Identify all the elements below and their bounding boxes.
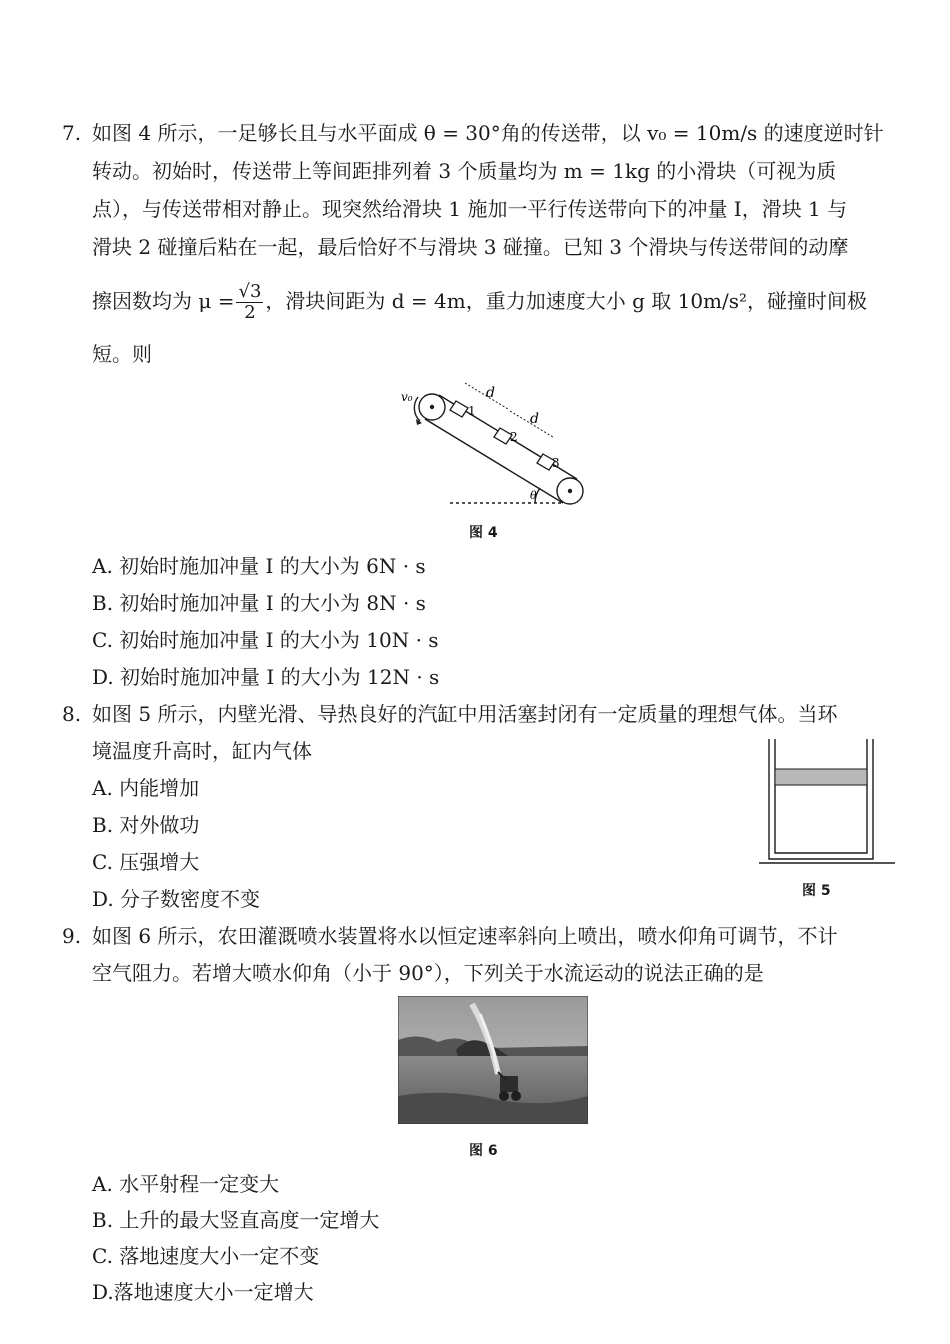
d-label-1: d	[486, 385, 495, 401]
figure-6-sprinkler-photo	[398, 996, 588, 1124]
q7-line-1: 如图 4 所示，一足够长且与水平面成 θ = 30°角的传送带，以 v₀ = 10m/s 的速度逆时针	[92, 121, 884, 145]
mu-fraction-numerator: √3	[238, 281, 262, 302]
q7-option-c: C. 初始时施加冲量 I 的大小为 10N · s	[92, 628, 439, 652]
piston	[775, 769, 867, 785]
q8-number: 8.	[62, 702, 82, 726]
q8-line-1: 如图 5 所示，内壁光滑、导热良好的汽缸中用活塞封闭有一定质量的理想气体。当环	[92, 702, 838, 726]
q7-option-b: B. 初始时施加冲量 I 的大小为 8N · s	[92, 591, 426, 615]
figure-5-caption: 图 5	[802, 883, 831, 899]
figure-5-cylinder-diagram	[755, 735, 900, 870]
q7-line-5-post: ，滑块间距为 d = 4m，重力加速度大小 g 取 10m/s²，碰撞时间极	[265, 289, 868, 313]
q9-number: 9.	[62, 924, 82, 948]
q7-line-6: 短。则	[92, 342, 152, 366]
q9-option-d: D.落地速度大小一定增大	[92, 1280, 314, 1304]
theta-label: θ	[530, 489, 537, 502]
figure-4-conveyor-diagram	[390, 375, 600, 515]
q7-number: 7.	[62, 121, 82, 145]
q7-option-a: A. 初始时施加冲量 I 的大小为 6N · s	[92, 554, 426, 578]
q8-line-2: 境温度升高时，缸内气体	[92, 739, 312, 763]
d-label-2: d	[530, 411, 539, 427]
figure-4-caption: 图 4	[469, 525, 498, 541]
q7-line-5	[92, 282, 867, 323]
q8-option-c: C. 压强增大	[92, 850, 200, 874]
q7-line-3: 点），与传送带相对静止。现突然给滑块 1 施加一平行传送带向下的冲量 I，滑块 1 与	[92, 197, 848, 221]
q9-option-c: C. 落地速度大小一定不变	[92, 1244, 320, 1268]
block-label-1: 1	[468, 404, 476, 418]
q7-line-5-pre: 擦因数均为 μ =	[92, 289, 235, 313]
q9-option-b: B. 上升的最大竖直高度一定增大	[92, 1208, 380, 1232]
q8-option-a: A. 内能增加	[92, 776, 200, 800]
mu-fraction	[236, 282, 263, 323]
block-label-2: 2	[510, 430, 518, 444]
q9-line-1: 如图 6 所示，农田灌溉喷水装置将水以恒定速率斜向上喷出，喷水仰角可调节，不计	[92, 924, 838, 948]
block-label-3: 3	[552, 456, 560, 470]
q8-option-d: D. 分子数密度不变	[92, 887, 261, 911]
q7-line-4: 滑块 2 碰撞后粘在一起，最后恰好不与滑块 3 碰撞。已知 3 个滑块与传送带间的动摩	[92, 235, 849, 259]
mu-fraction-denominator: 2	[244, 302, 256, 323]
v0-label: v₀	[401, 390, 413, 404]
q8-option-b: B. 对外做功	[92, 813, 200, 837]
q7-line-2: 转动。初始时，传送带上等间距排列着 3 个质量均为 m = 1kg 的小滑块（可视为质	[92, 159, 837, 183]
figure-6-caption: 图 6	[469, 1143, 498, 1159]
q7-option-d: D. 初始时施加冲量 I 的大小为 12N · s	[92, 665, 440, 689]
q9-option-a: A. 水平射程一定变大	[92, 1172, 280, 1196]
q9-line-2: 空气阻力。若增大喷水仰角（小于 90°），下列关于水流运动的说法正确的是	[92, 961, 764, 985]
